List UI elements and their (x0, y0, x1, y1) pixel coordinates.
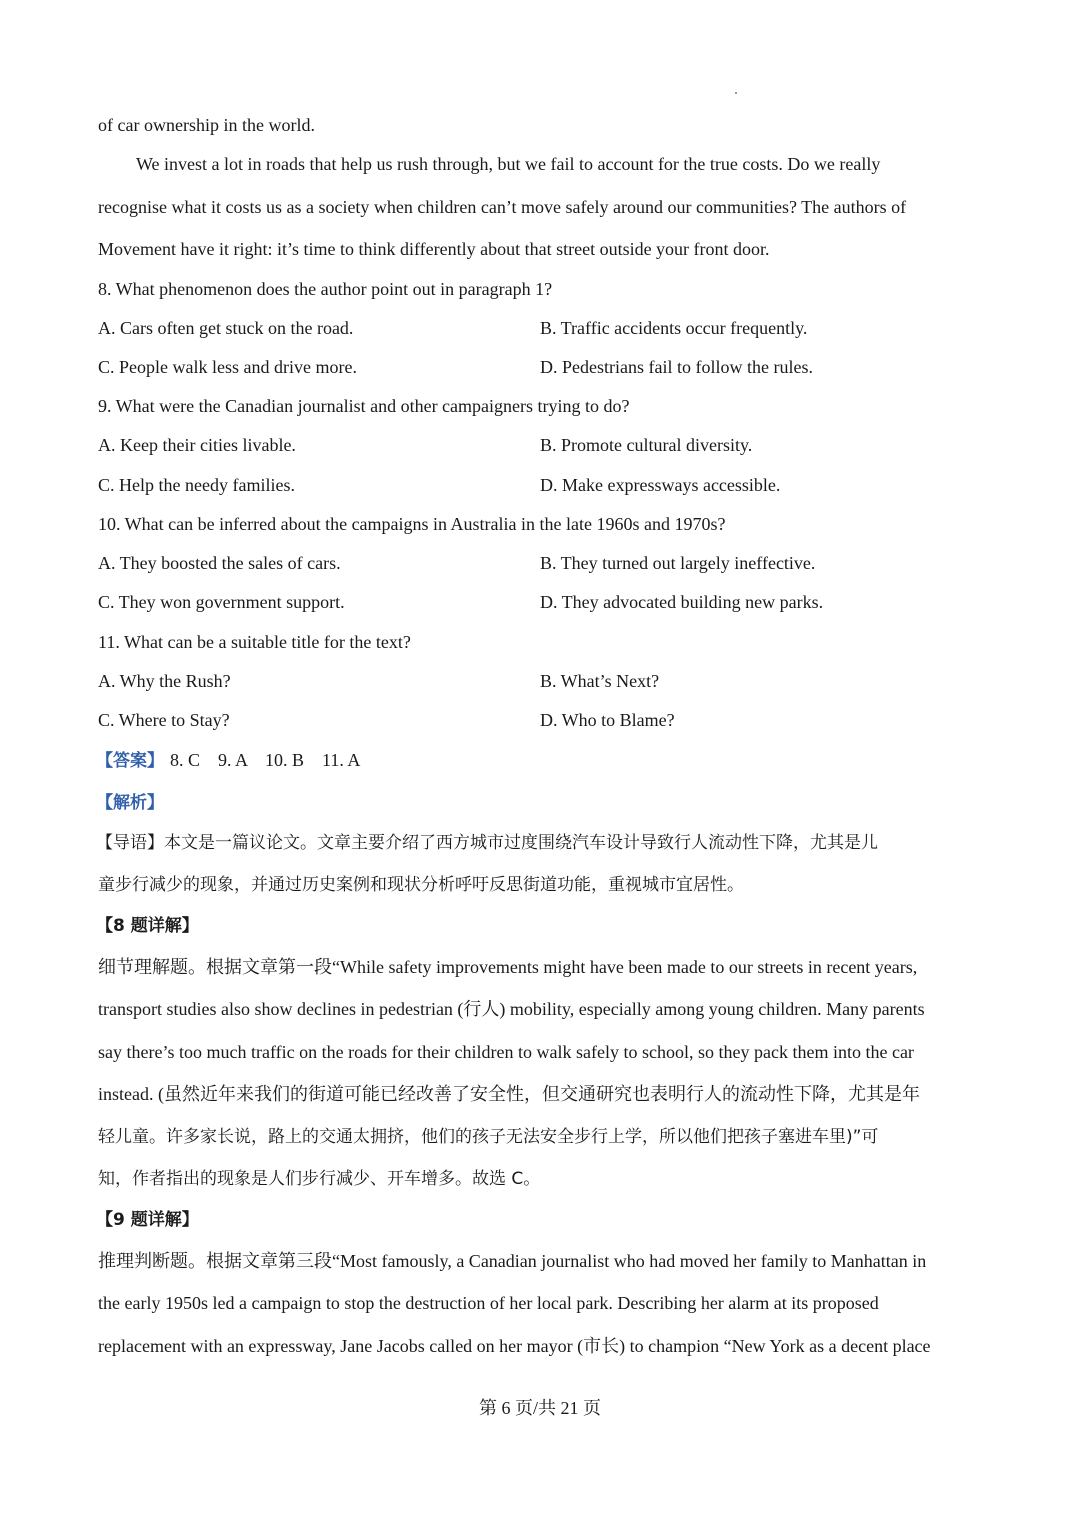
option-a: A. Why the Rush? (98, 671, 231, 691)
q9-detail-line: replacement with an expressway, Jane Jacobs called on her mayor (市长) to champion “New York as a decent place (98, 1336, 931, 1356)
option-a: A. Keep their cities livable. (98, 435, 296, 455)
option-c: C. They won government support. (98, 592, 345, 612)
question-stem: 10. What can be inferred about the campaigns in Australia in the late 1960s and 1970s? (98, 514, 726, 534)
q8-detail-label: 【8 题详解】 (96, 916, 199, 936)
option-c: C. Where to Stay? (98, 710, 230, 730)
analysis-intro-line: 【导语】本文是一篇议论文。文章主要介绍了西方城市过度围绕汽车设计导致行人流动性下降，尤其是儿 (96, 833, 878, 853)
q8-detail-line: say there’s too much traffic on the roads for their children to walk safely to school, so they pack them into the car (98, 1042, 914, 1062)
option-a: A. They boosted the sales of cars. (98, 553, 341, 573)
analysis-label-line (96, 791, 164, 814)
passage-line: recognise what it costs us as a society when children can’t move safely around our communities? The authors of (98, 197, 907, 217)
answer-label: 【答案】 (96, 751, 164, 771)
q9-detail-line: 推理判断题。根据文章第三段“Most famously, a Canadian journalist who had moved her family to Manhattan in (98, 1251, 927, 1271)
analysis-intro-line: 童步行减少的现象，并通过历史案例和现状分析呼吁反思街道功能，重视城市宜居性。 (98, 875, 744, 895)
question-stem: 9. What were the Canadian journalist and other campaigners trying to do? (98, 396, 630, 416)
passage-line: Movement have it right: it’s time to think differently about that street outside your front door. (98, 239, 770, 259)
answer-value: 8. C 9. A 10. B 11. A (170, 750, 361, 770)
passage-line: of car ownership in the world. (98, 115, 315, 135)
page-number: 第 6 页/共 21 页 (478, 1398, 601, 1418)
q8-detail-line: 知，作者指出的现象是人们步行减少、开车增多。故选 C。 (98, 1169, 541, 1189)
option-b: B. They turned out largely ineffective. (540, 553, 816, 573)
passage-line: We invest a lot in roads that help us rush through, but we fail to account for the true costs. Do we really (136, 154, 881, 174)
q9-detail-line: the early 1950s led a campaign to stop the destruction of her local park. Describing her alarm at its proposed (98, 1293, 879, 1313)
question-stem: 8. What phenomenon does the author point out in paragraph 1? (98, 279, 553, 299)
q9-detail-label: 【9 题详解】 (96, 1210, 199, 1230)
option-d: D. They advocated building new parks. (540, 592, 824, 612)
option-d: D. Make expressways accessible. (540, 475, 781, 495)
question-stem: 11. What can be a suitable title for the text? (98, 632, 411, 652)
option-c: C. Help the needy families. (98, 475, 295, 495)
option-b: B. Traffic accidents occur frequently. (540, 318, 808, 338)
q8-detail-line: transport studies also show declines in pedestrian (行人) mobility, especially among young children. Many parents (98, 999, 925, 1019)
q8-detail-line: instead. (虽然近年来我们的街道可能已经改善了安全性，但交通研究也表明行人的流动性下降，尤其是年 (98, 1084, 920, 1104)
option-b: B. Promote cultural diversity. (540, 435, 753, 455)
scan-speck (735, 92, 737, 94)
option-d: D. Who to Blame? (540, 710, 675, 730)
q8-detail-text: 细节理解题。根据文章第一段“While safety improvements might have been made to our streets in recent years, (98, 957, 918, 977)
analysis-label: 【解析】 (96, 793, 164, 813)
q8-detail-line: 轻儿童。许多家长说，路上的交通太拥挤，他们的孩子无法安全步行上学，所以他们把孩子塞进车里)”可 (98, 1127, 879, 1147)
option-d: D. Pedestrians fail to follow the rules. (540, 357, 813, 377)
option-a: A. Cars often get stuck on the road. (98, 318, 354, 338)
option-b: B. What’s Next? (540, 671, 660, 691)
q8-detail-line (98, 956, 917, 978)
answer-line (96, 749, 360, 772)
option-c: C. People walk less and drive more. (98, 357, 357, 377)
